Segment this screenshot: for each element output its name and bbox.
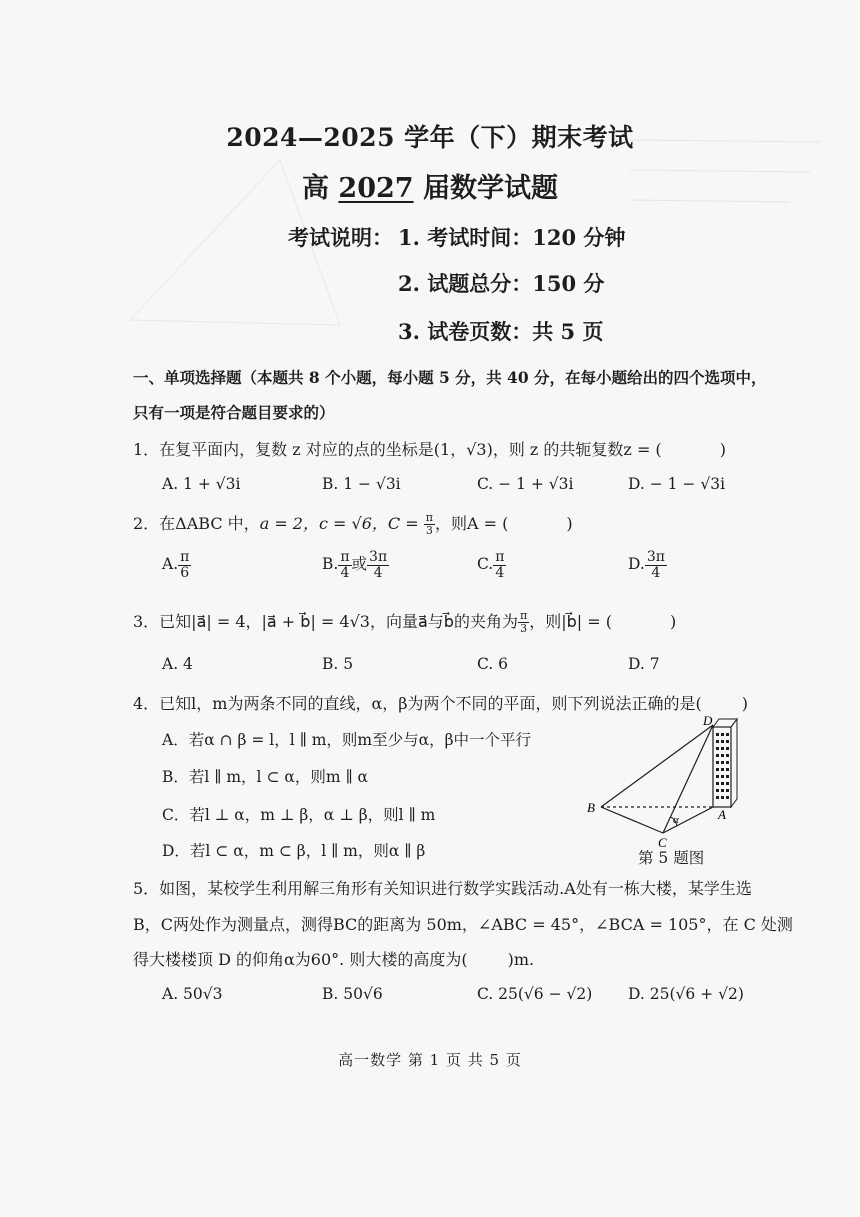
figure-5-caption: 第 5 题图: [638, 849, 705, 867]
line-ca: [663, 807, 713, 833]
page-footer: 高一数学 第 1 页 共 5 页: [338, 1051, 522, 1069]
fraction: $\frac{\pi}{3}$: [425, 511, 433, 537]
question-5-line3: 得大楼楼顶 D 的仰角α为60°. 则大楼的高度为( )m.: [133, 950, 535, 969]
question-3-option-b: B. 5: [322, 655, 354, 673]
question-1-option-c: C. − 1 + √3i: [477, 475, 574, 493]
label-c: C: [658, 835, 667, 850]
question-4-option-a: A．若α ∩ β = l，l ∥ m，则m至少与α，β中一个平行: [162, 731, 532, 749]
question-4-option-d: D．若l ⊂ α，m ⊂ β，l ∥ m，则α ∥ β: [162, 842, 426, 860]
question-2-option-c: C. $\frac{\pi}{4}$: [477, 549, 505, 581]
cohort-year: 2027: [338, 173, 414, 204]
question-1-option-d: D. − 1 − √3i: [628, 475, 726, 493]
exam-info-pages: 3. 试卷页数：共 5 页: [398, 319, 604, 344]
line-bd: [601, 725, 713, 807]
figure-5-diagram: [585, 715, 755, 855]
question-3-option-c: C. 6: [477, 655, 509, 673]
label-a: A: [718, 807, 726, 822]
line-bc: [601, 807, 663, 833]
building-windows: [716, 733, 729, 799]
label-b: B: [587, 800, 595, 815]
building-front: [713, 727, 731, 807]
question-2-option-b: B. $\frac{\pi}{4}$ 或 $\frac{3\pi}{4}$: [322, 549, 388, 581]
exam-info-time: 1. 考试时间：120 分钟: [398, 225, 626, 250]
exam-title: 2024—2025 学年（下）期末考试: [226, 123, 634, 152]
question-5-option-d: D. 25(√6 + √2): [628, 985, 744, 1003]
question-1-stem: 1．在复平面内，复数 z 对应的点的坐标是(1，√3)，则 z 的共轭复数z = ( ): [133, 440, 726, 459]
question-2-option-d: D. $\frac{3\pi}{4}$: [628, 549, 665, 581]
question-4-stem: 4．已知l，m为两条不同的直线，α，β为两个不同的平面，则下列说法正确的是( ): [133, 694, 749, 713]
question-4-option-c: C．若l ⊥ α，m ⊥ β，α ⊥ β，则l ∥ m: [162, 806, 436, 824]
exam-info-score: 2. 试题总分：150 分: [398, 271, 605, 296]
question-1-option-a: A. 1 + √3i: [162, 475, 241, 493]
question-2-stem: 2．在ΔABC 中，a = 2，c = √6，C = $\frac{\pi}{3}$ ，则A = ( ): [133, 511, 573, 537]
fraction: $\frac{\pi}{3}$: [519, 609, 528, 635]
question-2-option-a: A. $\frac{\pi}{6}$: [162, 549, 190, 581]
question-5-line1: 5．如图，某校学生利用解三角形有关知识进行数学实践活动.A处有一栋大楼，某学生选: [133, 879, 752, 898]
question-3-option-d: D. 7: [628, 655, 660, 673]
exam-info-label: 考试说明：: [288, 225, 393, 250]
label-alpha: α: [673, 814, 679, 826]
question-5-option-b: B. 50√6: [322, 985, 383, 1003]
question-3-stem: 3．已知|a⃗| = 4，|a⃗ + b⃗| = 4√3，向量a⃗与b⃗的夹角为 $\frac{\pi}{3}$ ，则|b⃗| = ( ): [133, 609, 677, 635]
label-d: D: [703, 713, 713, 728]
figure-5: [585, 715, 755, 855]
exam-subtitle: 高 2027 届数学试题: [302, 173, 558, 204]
question-5-option-c: C. 25(√6 − √2): [477, 985, 593, 1003]
section-heading: 一、单项选择题（本题共 8 个小题，每小题 5 分，共 40 分，在每小题给出的四个选项中，: [133, 368, 767, 387]
question-5-option-a: A. 50√3: [162, 985, 223, 1003]
section-heading-cont: 只有一项是符合题目要求的）: [133, 403, 335, 422]
building-side: [731, 719, 737, 807]
question-1-option-b: B. 1 − √3i: [322, 475, 401, 493]
question-5-line2: B，C两处作为测量点，测得BC的距离为 50m，∠ABC = 45°，∠BCA = 105°，在 C 处测: [133, 915, 793, 934]
question-4-option-b: B．若l ∥ m，l ⊂ α，则m ∥ α: [162, 768, 369, 786]
question-3-option-a: A. 4: [162, 655, 193, 673]
